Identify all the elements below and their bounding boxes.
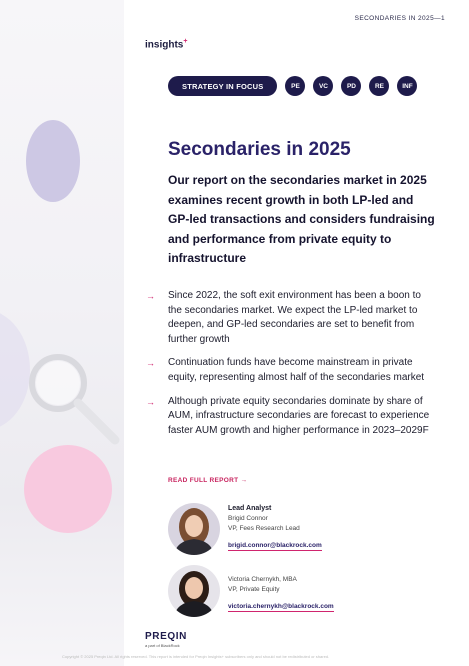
person-role: Lead Analyst — [228, 505, 272, 512]
list-item — [146, 356, 431, 385]
asset-tag-inf: INF — [397, 76, 417, 96]
analyst-card — [168, 565, 334, 617]
person-title: VP, Fees Research Lead — [228, 525, 300, 532]
email-link[interactable]: victoria.chernykh@blackrock.com — [228, 603, 334, 610]
lead-paragraph: Our report on the secondaries market in 2025 examines recent growth in both LP-led and GP-led transactions and considers fundraising and performance from private equity to infrastructure — [168, 173, 435, 265]
bullet-text: Although private equity secondaries dominate by share of AUM, infrastructure secondaries are forecast to experience faster AUM growth and higher performance in 2023–2029F — [168, 395, 430, 436]
insights-logo — [145, 38, 187, 50]
asset-tag-pe: PE — [285, 76, 305, 96]
person-title: VP, Private Equity — [228, 586, 280, 593]
person-name: Victoria Chernykh, MBA — [228, 576, 297, 583]
asset-tag-vc: VC — [313, 76, 333, 96]
list-item — [146, 395, 431, 439]
strategy-pill: STRATEGY IN FOCUS — [168, 76, 277, 96]
tag-row — [168, 76, 417, 96]
email-link[interactable]: brigid.connor@blackrock.com — [228, 542, 322, 549]
brand-plus: + — [183, 38, 188, 45]
right-arrow-icon: → — [146, 291, 155, 301]
magnifying-glass-icon — [20, 345, 120, 455]
lavender-circle-decoration — [26, 120, 80, 202]
key-findings-list — [146, 289, 431, 447]
list-item — [146, 289, 431, 347]
running-header: SECONDARIES IN 2025—1 — [354, 15, 445, 22]
bullet-text: Since 2022, the soft exit environment has been a boon to the secondaries market. We expect the LP-led market to deepen, and GP-led secondaries are set to benefit from further growth — [168, 290, 421, 345]
person-name: Brigid Connor — [228, 515, 268, 522]
read-full-report-link[interactable]: READ FULL REPORT → — [168, 477, 248, 484]
avatar — [168, 565, 220, 617]
right-arrow-icon: → — [146, 396, 155, 407]
decorative-side-panel — [0, 0, 124, 666]
preqin-logo — [145, 631, 187, 648]
page-title: Secondaries in 2025 — [168, 139, 351, 160]
asset-tag-re: RE — [369, 76, 389, 96]
asset-tag-pd: PD — [341, 76, 361, 96]
copyright-footer: Copyright © 2025 Preqin Ltd. All rights reserved. This report is intended for Preqin Insights+ subscribers only and should not be redistributed or shared. — [62, 654, 330, 659]
right-arrow-icon: → — [146, 358, 155, 369]
preqin-wordmark: PREQIN — [145, 631, 187, 642]
preqin-subbrand: a part of BlackRock — [145, 643, 180, 648]
bullet-text: Continuation funds have become mainstream in private equity, representing almost half of the secondaries market — [168, 357, 425, 383]
avatar — [168, 503, 220, 555]
pink-circle-decoration — [24, 445, 112, 533]
lead-analyst-card — [168, 503, 322, 555]
brand-name: insights — [145, 39, 184, 51]
